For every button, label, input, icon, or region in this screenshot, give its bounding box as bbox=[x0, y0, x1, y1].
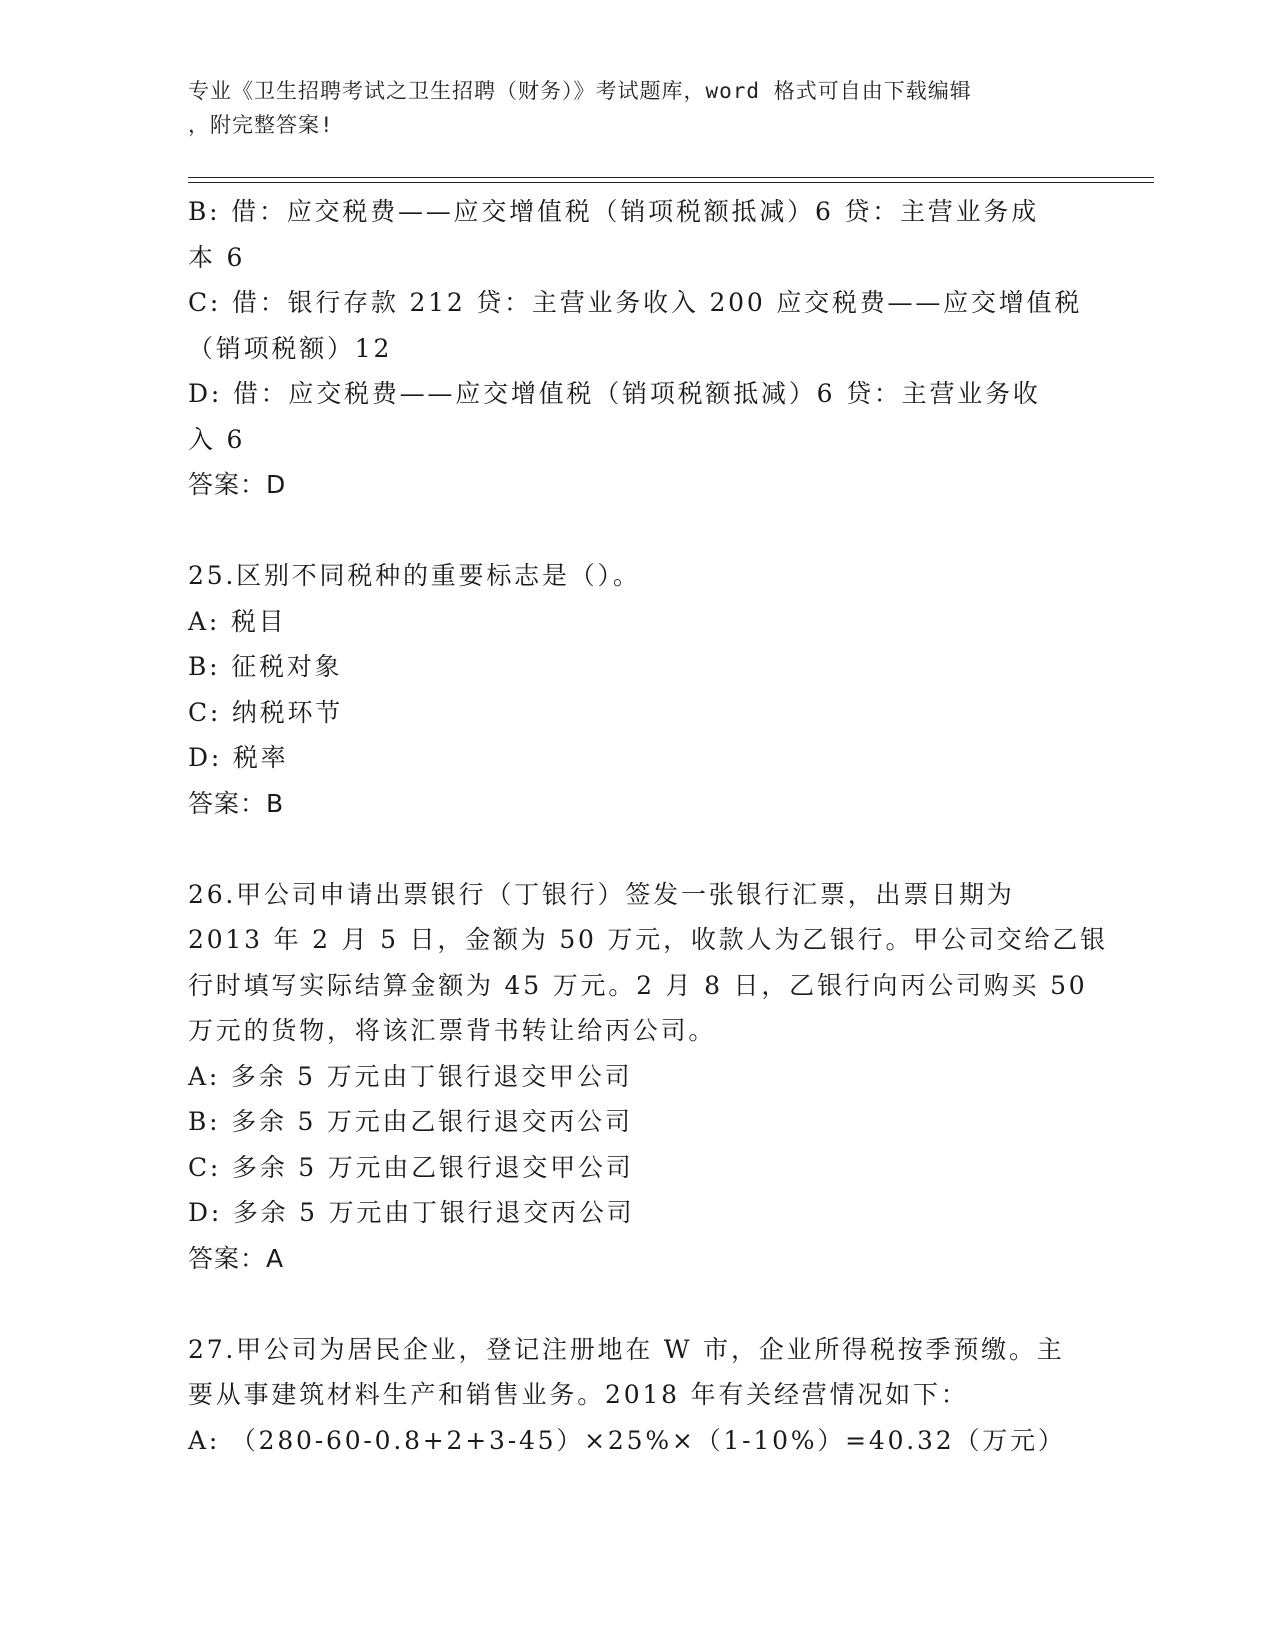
header-title-line-1: 专业《卫生招聘考试之卫生招聘（财务）》考试题库，word 格式可自由下载编辑 bbox=[188, 79, 972, 103]
q24-option-b-line-2: 本 6 bbox=[188, 242, 246, 272]
q24-option-b-line-1: B: 借：应交税费——应交增值税（销项税额抵减）6 贷：主营业务成 bbox=[188, 197, 1039, 226]
q26-stem-line-4: 万元的货物，将该汇票背书转让给丙公司。 bbox=[188, 1016, 717, 1045]
q26-stem-line-3: 行时填写实际结算金额为 45 万元。2 月 8 日，乙银行向丙公司购买 50 bbox=[188, 970, 1088, 1000]
q26-option-d: D: 多余 5 万元由丁银行退交丙公司 bbox=[188, 1198, 635, 1227]
q25-option-d: D: 税率 bbox=[188, 743, 289, 772]
document-header bbox=[188, 74, 1088, 142]
question-25-block bbox=[188, 553, 1088, 826]
q24-answer: 答案：D bbox=[188, 470, 287, 499]
q24-option-c-line-2: （销项税额）12 bbox=[188, 333, 393, 363]
header-title-line-2: ，附完整答案! bbox=[188, 113, 334, 137]
q25-option-a: A: 税目 bbox=[188, 606, 287, 636]
question-27-block bbox=[188, 1327, 1088, 1464]
q26-option-b: B: 多余 5 万元由乙银行退交丙公司 bbox=[188, 1107, 633, 1136]
q25-stem: 25.区别不同税种的重要标志是（）。 bbox=[188, 561, 641, 590]
q24-option-d-line-1: D: 借：应交税费——应交增值税（销项税额抵减）6 贷：主营业务收 bbox=[188, 379, 1041, 408]
spacer bbox=[188, 826, 1088, 872]
q26-stem-line-2: 2013 年 2 月 5 日，金额为 50 万元，收款人为乙银行。甲公司交给乙银 bbox=[188, 925, 1108, 954]
q24-option-d-line-2: 入 6 bbox=[188, 424, 246, 454]
q26-option-a: A: 多余 5 万元由丁银行退交甲公司 bbox=[188, 1061, 633, 1091]
q27-option-a: A: （280-60-0.8+2+3-45）×25%×（1-10%）=40.32（万元） bbox=[188, 1425, 1066, 1455]
q26-stem-line-1: 26.甲公司申请出票银行（丁银行）签发一张银行汇票，出票日期为 bbox=[188, 879, 1015, 909]
q24-option-c-line-1: C: 借：银行存款 212 贷：主营业务收入 200 应交税费——应交增值税 bbox=[188, 288, 1083, 317]
q27-stem-line-1: 27.甲公司为居民企业，登记注册地在 W 市，企业所得税按季预缴。主 bbox=[188, 1334, 1065, 1364]
question-26-block bbox=[188, 872, 1108, 1282]
document-body bbox=[188, 189, 1108, 1463]
q26-option-c: C: 多余 5 万元由乙银行退交甲公司 bbox=[188, 1152, 634, 1182]
q27-stem-line-2: 要从事建筑材料生产和销售业务。2018 年有关经营情况如下： bbox=[188, 1380, 969, 1409]
header-divider-bottom bbox=[188, 182, 1154, 183]
q26-answer: 答案：A bbox=[188, 1243, 285, 1273]
q25-option-c: C: 纳税环节 bbox=[188, 697, 344, 727]
spacer bbox=[188, 508, 1088, 554]
q25-answer: 答案：B bbox=[188, 788, 285, 818]
header-divider-top bbox=[188, 177, 1154, 178]
q25-option-b: B: 征税对象 bbox=[188, 652, 343, 681]
spacer bbox=[188, 1281, 1088, 1327]
question-24-block bbox=[188, 189, 1088, 508]
